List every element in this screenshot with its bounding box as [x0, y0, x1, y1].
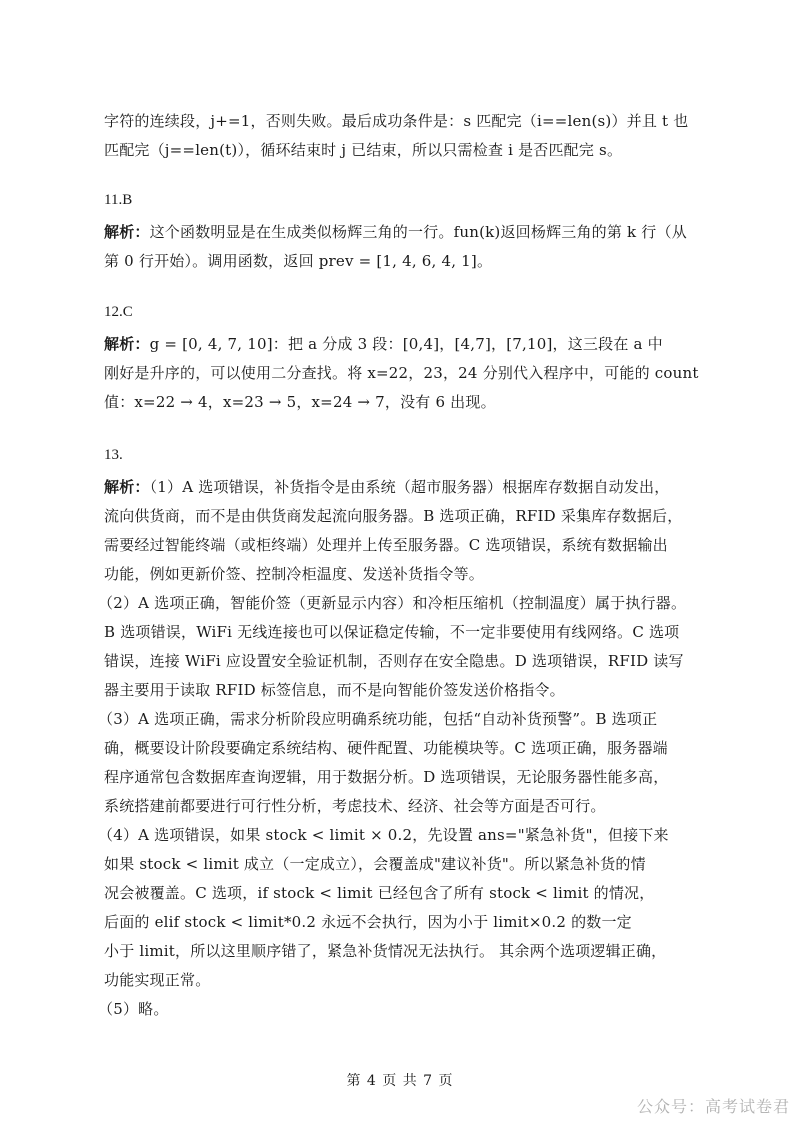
text-line: 匹配完（j==len(t)），循环结束时 j 已结束，所以只需检查 i 是否匹配完 s。: [104, 141, 623, 159]
text-line: 后面的 elif stock < limit*0.2 永远不会执行，因为小于 limit×0.2 的数一定: [104, 913, 632, 931]
text-line: [104, 218, 700, 247]
text-line: B 选项错误，WiFi 无线连接也可以保证稳定传输，不一定非要使用有线网络。C 选项: [104, 623, 680, 641]
text-line: 程序通常包含数据库查询逻辑，用于数据分析。D 选项错误，无论服务器性能多高，: [104, 768, 669, 786]
text-line: 功能，例如更新价签、控制冷柜温度、发送补货指令等。: [104, 565, 485, 583]
text-line: 小于 limit，所以这里顺序错了，紧急补货情况无法执行。 其余两个选项逻辑正确，: [104, 942, 667, 960]
question-11: [104, 188, 700, 276]
text-line: 值：x=22 → 4，x=23 → 5，x=24 → 7，没有 6 出现。: [104, 393, 496, 411]
text-content: g = [0, 4, 7, 10]：把 a 分成 3 段：[0,4]，[4,7]，[7,10]，这三段在 a 中: [149, 335, 663, 353]
text-line: 错误，连接 WiFi 应设置安全验证机制，否则存在安全隐患。D 选项错误，RFID 读写: [104, 652, 684, 670]
analysis-label: 解析：: [104, 478, 150, 496]
question-number: 12.C: [104, 304, 133, 320]
page-footer: 第 4 页 共 7 页: [346, 1073, 454, 1089]
text-line: （4）A 选项错误，如果 stock < limit × 0.2，先设置 ans="紧急补货"，但接下来: [98, 826, 669, 844]
text-line: （3）A 选项正确，需求分析阶段应明确系统功能，包括“自动补货预警”。B 选项正: [98, 710, 658, 728]
analysis-label: 解析：: [104, 223, 150, 241]
watermark: 公众号：高考试卷君: [636, 1097, 790, 1116]
text-line: （2）A 选项正确，智能价签（更新显示内容）和冷柜压缩机（控制温度）属于执行器。: [98, 594, 687, 612]
question-12: [104, 300, 700, 417]
question-13: [98, 443, 700, 1024]
intro-paragraph: [104, 107, 700, 165]
text-line: 第 0 行开始）。调用函数，返回 prev = [1, 4, 6, 4, 1]。: [104, 252, 493, 270]
text-line: 器主要用于读取 RFID 标签信息，而不是向智能价签发送价格指令。: [104, 681, 565, 699]
text-line: （5）略。: [98, 1000, 169, 1018]
text-line: 流向供货商，而不是由供货商发起流向服务器。B 选项正确，RFID 采集库存数据后，: [104, 507, 683, 525]
text-line: 确，概要设计阶段要确定系统结构、硬件配置、功能模块等。C 选项正确，服务器端: [104, 739, 668, 757]
text-line: 如果 stock < limit 成立（一定成立），会覆盖成"建议补货"。所以紧急补货的情: [104, 855, 646, 873]
text-content: （1）A 选项错误，补货指令是由系统（超市服务器）根据库存数据自动发出，: [149, 478, 670, 496]
text-line: 系统搭建前都要进行可行性分析，考虑技术、经济、社会等方面是否可行。: [104, 797, 606, 815]
text-line: [104, 473, 700, 502]
question-number: 11.B: [104, 192, 133, 208]
text-line: 字符的连续段，j+=1，否则失败。最后成功条件是：s 匹配完（i==len(s)）并且 t 也: [104, 112, 689, 130]
analysis-label: 解析：: [104, 335, 150, 353]
text-line: 需要经过智能终端（或柜终端）处理并上传至服务器。C 选项错误，系统有数据输出: [104, 536, 668, 554]
question-number: 13.: [104, 447, 123, 463]
text-line: 功能实现正常。: [104, 971, 211, 989]
text-line: 况会被覆盖。C 选项，if stock < limit 已经包含了所有 stock < limit 的情况，: [104, 884, 655, 902]
text-line: [104, 330, 700, 359]
text-line: 刚好是升序的，可以使用二分查找。将 x=22，23，24 分别代入程序中，可能的 count: [104, 364, 699, 382]
text-content: 这个函数明显是在生成类似杨辉三角的一行。fun(k)返回杨辉三角的第 k 行（从: [149, 223, 687, 241]
